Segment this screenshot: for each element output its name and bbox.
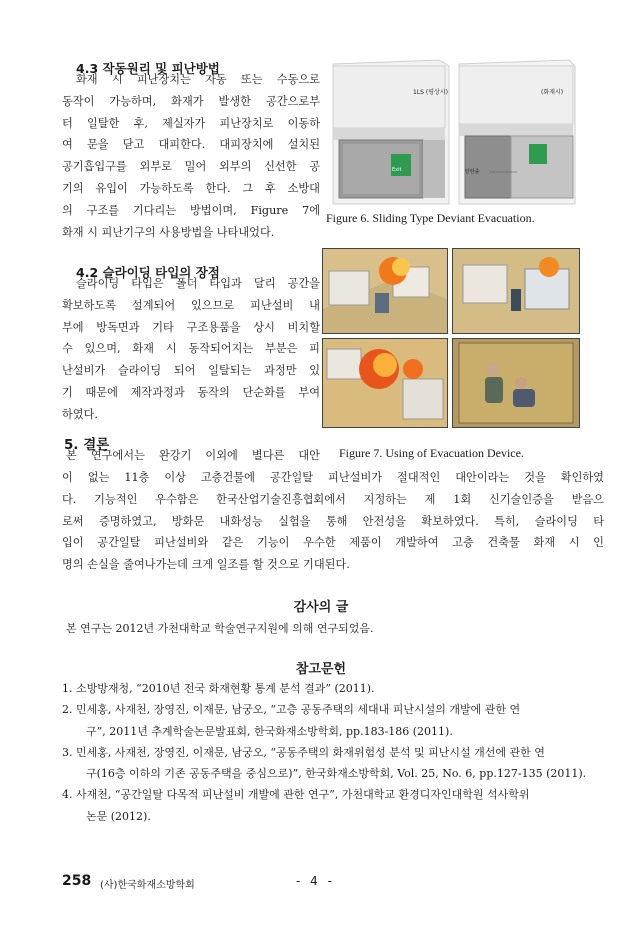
figure-7-panel-1 (322, 248, 448, 334)
text-line: 난설비가 슬라이딩 되어 일탈되는 과정만 있 (62, 364, 320, 378)
text-line: 기 때문에 제작과정과 동작의 단순화를 부여 (62, 385, 320, 399)
text-line: 입이 공간일탈 피난설비와 같은 기능이 우수한 제품이 개발하여 고층 건축물 화재 시 인 (62, 536, 604, 550)
reference-line: 구(16층 이하의 기존 공동주택을 중심으로)”, 한국화재소방학회, Vol. 25, No. 6, pp.127-135 (2011). (86, 767, 587, 781)
evacuee-inside-device-icon (453, 339, 579, 427)
text-line: 하였다. (62, 407, 98, 421)
reference-line: 4. 사재천, “공간일탈 다목적 피난설비 개발에 관한 연구”, 가천대학교 환경디자인대학원 석사학위 (62, 788, 530, 802)
figure-6-label-small: 탄탄출 (465, 169, 480, 175)
section-4-2-body (62, 273, 320, 426)
references-list (62, 678, 607, 827)
text-line: 부에 방독면과 기타 구조용품을 상시 비치할 (62, 320, 320, 334)
figure-6-image (329, 54, 577, 206)
fire-room-scene-icon (453, 249, 579, 333)
acknowledgement-text: 본 연구는 2012년 가천대학교 학술연구지원에 의해 연구되었음. (66, 622, 374, 635)
fire-spread-scene-icon (323, 339, 447, 427)
text-line: 확보하도록 설계되어 있으므로 피난설비 내 (62, 298, 320, 312)
text-line: 수 있으며, 화재 시 동작되어지는 부분은 피 (62, 342, 320, 356)
figure-7-caption: Figure 7. Using of Evacuation Device. (339, 446, 524, 460)
section-4-2-title: 4.2 슬라이딩 타입의 장점 (76, 265, 220, 280)
reference-line: 1. 소방방재청, “2010년 전국 화재현황 통계 분석 결과” (2011). (62, 682, 375, 695)
text-line: 동작이 가능하며, 화재가 발생한 공간으로부 (62, 94, 320, 108)
text-line: 슬라이딩 타입은 폴더 타입과 달리 공간을 (76, 277, 320, 290)
reference-line: 논문 (2012). (86, 809, 151, 823)
text-line: 명의 손실을 줄여나가는데 크게 일조를 할 것으로 기대된다. (62, 558, 350, 572)
figure-6-caption: Figure 6. Sliding Type Deviant Evacuation. (326, 211, 535, 225)
text-line: 로써 증명하였고, 방화문 내화성능 실험을 통해 안전성을 확보하였다. 특히, 슬라이딩 타 (62, 514, 604, 528)
text-line: 의 구조를 기다리는 방법이며, Figure 7에 (62, 203, 320, 217)
footer-society: (사)한국화재소방학회 (100, 880, 195, 891)
text-line: 이 없는 11층 이상 고층건물에 공간일탈 피난설비가 절대적인 대안이라는 것을 확인하였 (62, 471, 604, 484)
figure-6-label-fire: (화재시) (541, 89, 564, 96)
section-5-first-line (62, 445, 320, 467)
acknowledgement-title: 감사의 글 (293, 600, 349, 615)
section-4-3-title: 4.3 작동원리 및 피난방법 (76, 61, 220, 76)
text-line: 터 일탈한 후, 제실자가 피난장치로 이동하 (62, 116, 320, 130)
references-title: 참고문헌 (295, 662, 347, 677)
text-line: 공기흡입구를 외부로 밀어 외부의 신선한 공 (62, 160, 320, 174)
exit-sign-label: Exit (392, 167, 402, 173)
footer-page-number: 258 (62, 873, 92, 889)
text-line: 본 연구에서는 완강기 이외에 별다른 대안 (66, 449, 320, 462)
fire-room-scene-icon (323, 249, 447, 333)
text-line: 화재 시 피난장치는 자동 또는 수동으로 (76, 73, 320, 86)
section-5-title: 5. 결론 (64, 437, 110, 453)
text-line: 기의 유입이 가능하도록 한다. 그 후 소방대 (62, 181, 320, 195)
text-line: 다. 기능적인 우수함은 한국산업기술진흥협회에서 지정하는 제 1회 신기술인증을 받음으 (62, 492, 604, 506)
text-line: 여 문을 닫고 대피한다. 대피장치에 설치된 (62, 138, 320, 152)
figure-7-panel-2 (452, 248, 580, 334)
figure-7-image (322, 248, 580, 428)
reference-line: 3. 민세홍, 사재천, 장영진, 이재문, 남궁오, “공동주택의 화재위험성 분석 및 피난시설 개선에 관한 연 (62, 745, 545, 759)
figure-7-panel-4 (452, 338, 580, 428)
reference-line: 2. 민세홍, 사재천, 장영진, 이재문, 남궁오, “고층 공동주택의 세대내 피난시설의 개발에 관한 연 (62, 703, 521, 717)
footer-page-center: - 4 - (296, 874, 335, 888)
figure-7-panel-3 (322, 338, 448, 428)
section-4-3-body (62, 69, 320, 243)
reference-line: 구”, 2011년 추계학술논문발표회, 한국화재소방학회, pp.183-186 (2011). (86, 724, 453, 738)
sliding-device-illustration (329, 54, 577, 206)
figure-6-label-normal: 1LS (평상시) (413, 89, 448, 96)
section-5-body (62, 467, 604, 576)
text-line: 화재 시 피난기구의 사용방법을 나타내었다. (62, 225, 275, 239)
